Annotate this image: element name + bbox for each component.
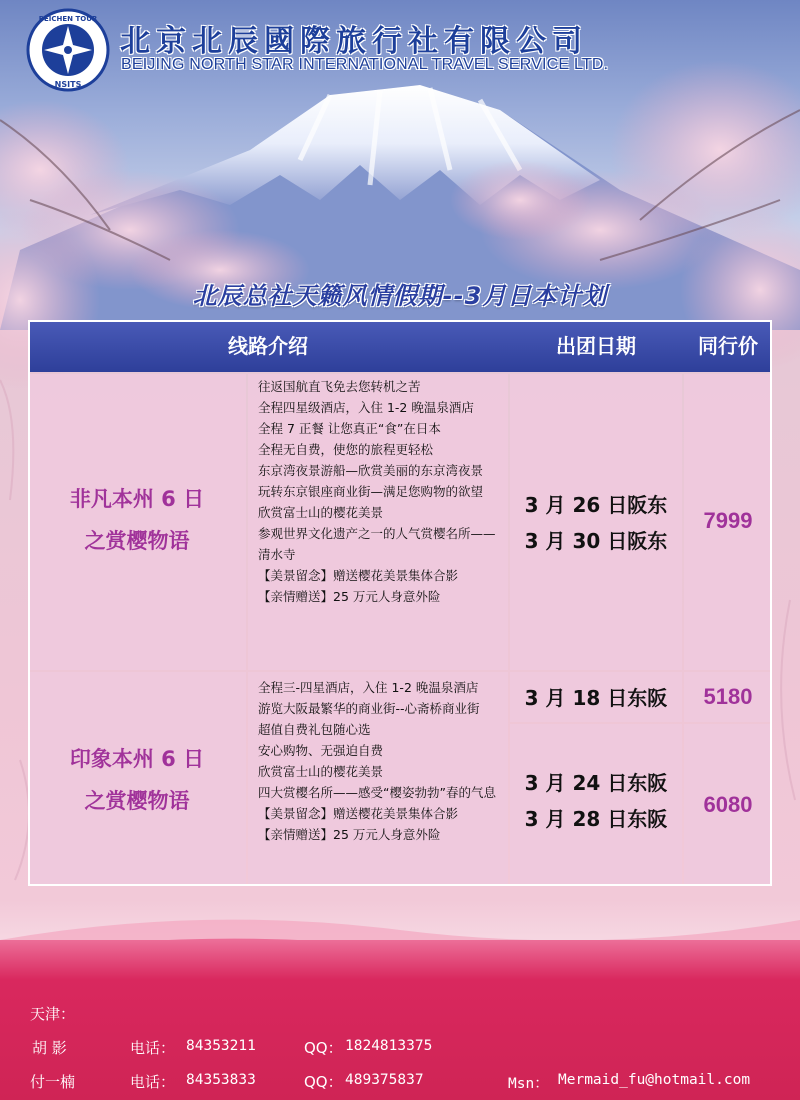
feature-item: 欣赏富士山的樱花美景 bbox=[258, 764, 384, 779]
route-1-feature-list bbox=[258, 376, 504, 607]
feature-item: 参观世界文化遗产之一的人气赏樱名所—— bbox=[258, 526, 496, 541]
feature-item: 清水寺 bbox=[258, 547, 296, 562]
feature-item: 全程无自费，使您的旅程更轻松 bbox=[258, 442, 434, 457]
column-header-route: 线路介绍 bbox=[228, 334, 308, 358]
feature-item: 【亲情赠送】25 万元人身意外险 bbox=[258, 589, 441, 604]
route-2-date-group-1 bbox=[510, 684, 682, 712]
contact-2-name: 付一楠 bbox=[30, 1073, 76, 1091]
contact-2-qq-label: QQ： bbox=[304, 1073, 343, 1091]
company-name-cn: 北京北辰國際旅行社有限公司 bbox=[120, 24, 588, 59]
route-1-name bbox=[28, 478, 246, 562]
route-2-feature-list bbox=[258, 677, 504, 845]
route-2-date-1: 3 月 18 日东阪 bbox=[524, 686, 668, 710]
route-2-name bbox=[28, 738, 246, 822]
contact-2-qq[interactable]: 489375837 bbox=[345, 1072, 424, 1088]
msn-label: Msn： bbox=[508, 1076, 549, 1092]
page-title: 北辰总社天籁风情假期--3月日本计划 bbox=[192, 282, 608, 310]
route-1-dates bbox=[510, 488, 682, 558]
feature-item: 【美景留念】赠送樱花美景集体合影 bbox=[258, 806, 459, 821]
msn-address[interactable]: Mermaid_fu@hotmail.com bbox=[558, 1072, 751, 1088]
feature-item: 【美景留念】赠送樱花美景集体合影 bbox=[258, 568, 459, 583]
route-2-price-2: 6080 bbox=[703, 792, 753, 817]
route-2-price-1: 5180 bbox=[703, 684, 753, 709]
contact-1-name: 胡 影 bbox=[32, 1039, 67, 1057]
feature-item: 超值自费礼包随心选 bbox=[258, 722, 371, 737]
contact-2-phone-label: 电话： bbox=[130, 1073, 176, 1091]
column-header-date: 出团日期 bbox=[556, 334, 636, 358]
feature-item: 玩转东京银座商业街—满足您购物的欲望 bbox=[258, 484, 484, 499]
contact-2-phone[interactable]: 84353833 bbox=[186, 1072, 256, 1088]
company-name-en: BEIJING NORTH STAR INTERNATIONAL TRAVEL SERVICE LTD. bbox=[121, 56, 609, 73]
contact-city: 天津： bbox=[30, 1005, 76, 1023]
feature-item: 游览大阪最繁华的商业街--心斋桥商业街 bbox=[258, 701, 480, 716]
feature-item: 安心购物、无强迫自费 bbox=[258, 743, 384, 758]
route-2-date-2: 3 月 24 日东阪 bbox=[524, 771, 668, 795]
logo-text-top: BEICHEN TOUR bbox=[38, 15, 98, 23]
column-header-price: 同行价 bbox=[698, 334, 758, 358]
feature-item: 欣赏富士山的樱花美景 bbox=[258, 505, 384, 520]
route-2-name-line2: 之赏樱物语 bbox=[84, 789, 190, 813]
feature-item: 全程 7 正餐 让您真正“食”在日本 bbox=[258, 421, 441, 436]
nsits-compass-logo bbox=[26, 8, 110, 92]
contact-1-qq-label: QQ： bbox=[304, 1039, 343, 1057]
feature-item: 东京湾夜景游船—欣赏美丽的东京湾夜景 bbox=[258, 463, 484, 478]
feature-item: 【亲情赠送】25 万元人身意外险 bbox=[258, 827, 441, 842]
route-1-date-2: 3 月 30 日阪东 bbox=[524, 529, 668, 553]
contact-1-phone[interactable]: 84353211 bbox=[186, 1038, 256, 1054]
logo-text-bottom: NSITS bbox=[54, 80, 82, 89]
route-1-price: 7999 bbox=[703, 508, 753, 533]
feature-item: 全程三-四星酒店，入住 1-2 晚温泉酒店 bbox=[258, 680, 479, 695]
route-2-date-3: 3 月 28 日东阪 bbox=[524, 807, 668, 831]
feature-item: 四大赏樱名所——感受“樱姿勃勃”春的气息 bbox=[258, 785, 496, 800]
feature-item: 往返国航直飞免去您转机之苦 bbox=[258, 379, 421, 394]
route-2-name-line1: 印象本州 6 日 bbox=[69, 747, 205, 771]
route-1-name-line2: 之赏樱物语 bbox=[84, 529, 190, 553]
contact-1-qq[interactable]: 1824813375 bbox=[345, 1038, 433, 1054]
contact-1-phone-label: 电话： bbox=[130, 1039, 176, 1057]
route-2-date-group-2 bbox=[510, 766, 682, 836]
route-1-name-line1: 非凡本州 6 日 bbox=[69, 487, 205, 511]
feature-item: 全程四星级酒店，入住 1-2 晚温泉酒店 bbox=[258, 400, 474, 415]
route-1-date-1: 3 月 26 日阪东 bbox=[524, 493, 668, 517]
